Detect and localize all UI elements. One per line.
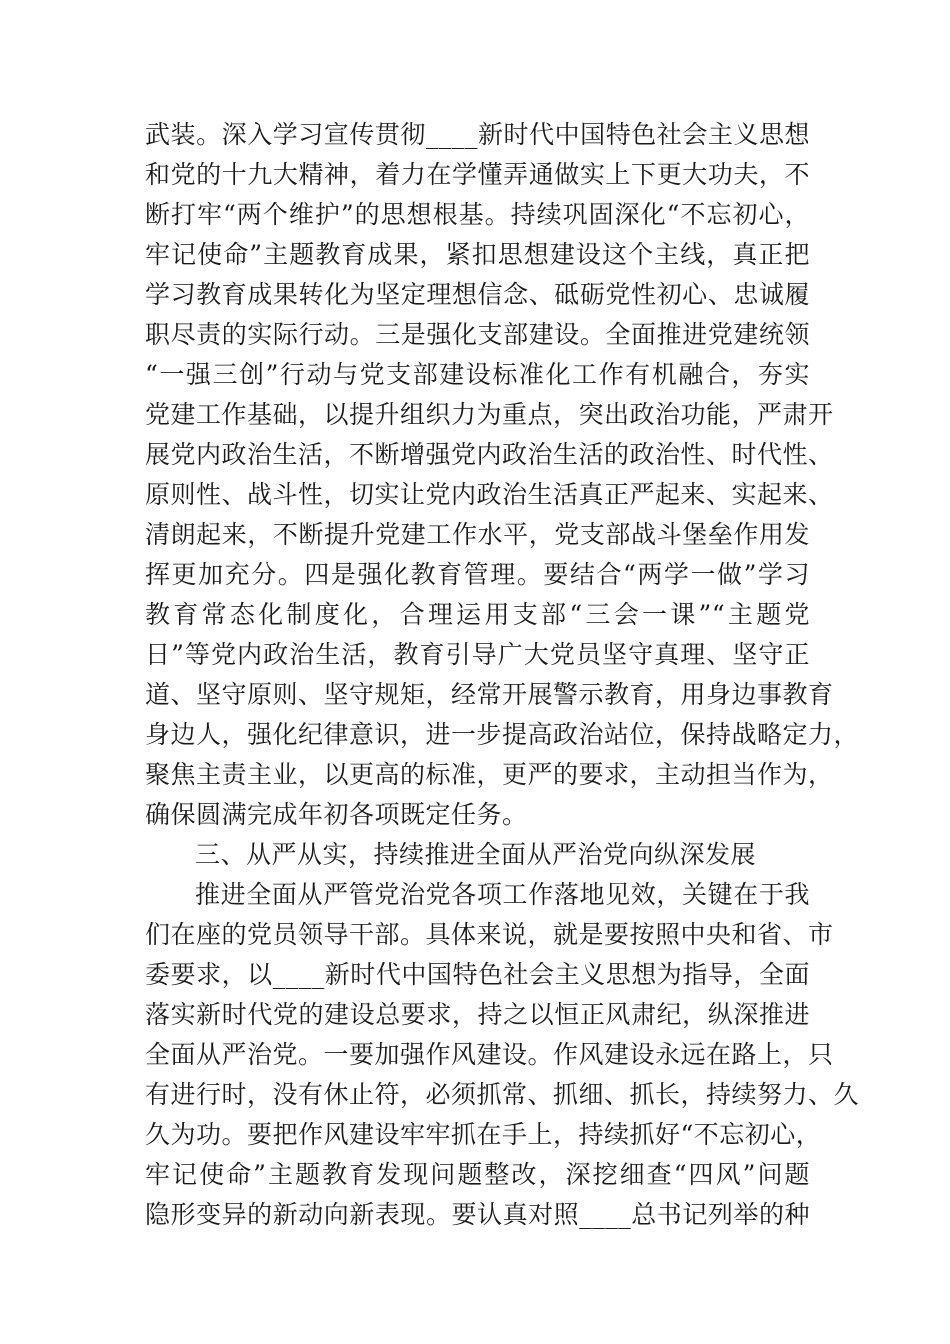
text-line: 清朗起来，不断提升党建工作水平，党支部战斗堡垒作用发 <box>145 520 810 549</box>
text-line: 党建工作基础，以提升组织力为重点，突出政治功能，严肃开 <box>145 400 834 429</box>
paragraph-end-line: 确保圆满完成年初各项既定任务。 <box>145 800 528 829</box>
text-line: 和党的十九大精神，着力在学懂弄通做实上下更大功夫，不 <box>145 160 810 189</box>
text-line: 隐形变异的新动向新表现。要认真对照____总书记列举的种 <box>145 1200 810 1229</box>
text-line: 武装。深入学习宣传贯彻____新时代中国特色社会主义思想 <box>145 120 810 149</box>
text-line: 日”等党内政治生活，教育引导广大党员坚守真理、坚守正 <box>145 640 810 669</box>
text-line: 断打牢“两个维护”的思想根基。持续巩固深化“不忘初心， <box>145 200 810 229</box>
text-line: 挥更加充分。四是强化教育管理。要结合“两学一做”学习 <box>145 560 810 589</box>
text-line: 学习教育成果转化为坚定理想信念、砥砺党性初心、忠诚履 <box>145 280 810 309</box>
text-line: 落实新时代党的建设总要求，持之以恒正风肃纪，纵深推进 <box>145 1000 810 1029</box>
text-line: 原则性、战斗性，切实让党内政治生活真正严起来、实起来、 <box>145 480 834 509</box>
text-line: 们在座的党员领导干部。具体来说，就是要按照中央和省、市 <box>145 920 834 949</box>
text-line: 教育常态化制度化，合理运用支部“三会一课”“主题党 <box>145 600 810 629</box>
text-line: “一强三创”行动与党支部建设标准化工作有机融合，夯实 <box>145 360 810 389</box>
text-line: 展党内政治生活，不断增强党内政治生活的政治性、时代性、 <box>145 440 834 469</box>
text-line: 牢记使命”主题教育发现问题整改，深挖细查“四风”问题 <box>145 1160 810 1189</box>
section-heading: 三、从严从实，持续推进全面从严治党向纵深发展 <box>195 840 757 869</box>
text-line: 久为功。要把作风建设牢牢抓在手上，持续抓好“不忘初心， <box>145 1120 822 1149</box>
text-line: 牢记使命”主题教育成果，紧扣思想建设这个主线，真正把 <box>145 240 810 269</box>
text-line: 身边人，强化纪律意识，进一步提高政治站位，保持战略定力， <box>145 720 860 749</box>
paragraph-first-line: 推进全面从严管党治党各项工作落地见效，关键在于我 <box>195 880 810 909</box>
text-line: 聚焦主责主业，以更高的标准，更严的要求，主动担当作为， <box>145 760 834 789</box>
body-text <box>145 115 860 1235</box>
text-line: 委要求，以____新时代中国特色社会主义思想为指导，全面 <box>145 960 810 989</box>
text-line: 全面从严治党。一要加强作风建设。作风建设永远在路上，只 <box>145 1040 834 1069</box>
text-line: 道、坚守原则、坚守规矩，经常开展警示教育，用身边事教育 <box>145 680 834 709</box>
text-line: 有进行时，没有休止符，必须抓常、抓细、抓长，持续努力、久 <box>145 1080 860 1109</box>
text-line: 职尽责的实际行动。三是强化支部建设。全面推进党建统领 <box>145 320 810 349</box>
